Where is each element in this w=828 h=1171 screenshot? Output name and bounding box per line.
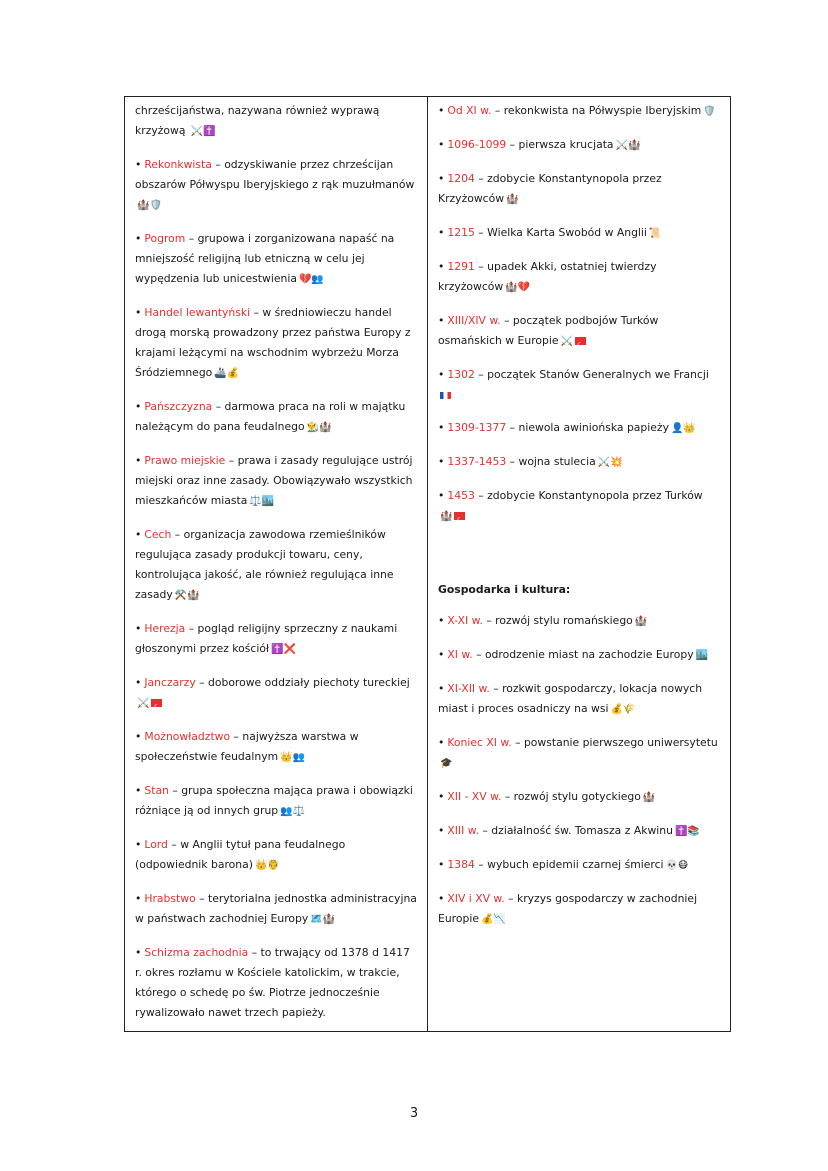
timeline-event: kryzys gospodarczy w zachodniej Europie bbox=[438, 892, 698, 925]
term-definition: odzyskiwanie przez chrześcijan obszarów Półwyspu Iberyjskiego z rąk muzułmanów bbox=[135, 158, 415, 191]
ship-money-icons: 🚢💰 bbox=[214, 368, 240, 379]
entry-text: chrześcijaństwa, nazywana również wyprawą krzyżową bbox=[135, 104, 380, 137]
timeline-entry: • 1302 – początek Stanów Generalnych we Francji bbox=[438, 365, 720, 405]
timeline-event: upadek Akki, ostatniej twierdzy krzyżowców bbox=[438, 260, 657, 293]
term-entry: • Janczarzy – doborowe oddziały piechoty tureckiej ⚔️☾ bbox=[135, 673, 417, 714]
crown-prince-icons: 👑🤴 bbox=[254, 860, 280, 871]
term-entry: • Hrabstwo – terytorialna jednostka administracyjna w państwach zachodniej Europy 🗺️🏰 bbox=[135, 892, 417, 925]
timeline-date: 1215 bbox=[447, 226, 475, 239]
timeline-date: X-XI w. bbox=[447, 614, 483, 627]
skull-mask-icons: 💀😷 bbox=[665, 860, 689, 871]
glossary-table bbox=[124, 96, 731, 1032]
term-definition: darmowa praca na roli w majątku należącym do pana feudalnego bbox=[135, 400, 406, 433]
term-definition: prawa i zasady regulujące ustrój miejski oraz inne zasady. Obowiązywało wszystkich mieszkańców miasta bbox=[135, 454, 413, 507]
turkey-flag-icon bbox=[151, 699, 162, 707]
people-scales-icons: 👥⚖️ bbox=[280, 806, 306, 817]
castle-broken-heart-icons: 🏰💔 bbox=[505, 282, 531, 293]
term-definition: organizacja zawodowa rzemieślników regulująca zasady produkcji towaru, ceny, kontrolująca jakość, ale również regulująca inne zasady bbox=[135, 528, 394, 601]
term-entry: • Pańszczyzna – darmowa praca na roli w majątku należącym do pana feudalnego 👨‍🌾🏰 bbox=[135, 400, 406, 433]
term-name: Możnowładztwo bbox=[144, 730, 231, 743]
timeline-event: wojna stulecia bbox=[518, 455, 596, 468]
timeline-event: odrodzenie miast na zachodzie Europy bbox=[484, 648, 694, 661]
section-title: Gospodarka i kultura: bbox=[438, 583, 571, 596]
timeline-entry: • 1096-1099 – pierwsza krucjata ⚔️🏰 bbox=[438, 138, 641, 151]
timeline-entry: • Od XI w. – rekonkwista na Półwyspie Iberyjskim 🛡️ bbox=[438, 104, 716, 117]
term-definition: pogląd religijny sprzeczny z naukami głoszonymi przez kościół bbox=[135, 622, 398, 655]
swords-explosion-icons: ⚔️💥 bbox=[597, 457, 623, 468]
timeline-entry: • 1204 – zdobycie Konstantynopola przez Krzyżowców 🏰 bbox=[438, 172, 662, 205]
term-entry: • Handel lewantyński – w średniowieczu handel drogą morską prowadzony przez państwa Europy z krajami leżącymi na wschodnim wybrzeżu Morza Śródziemnego 🚢💰 bbox=[135, 306, 411, 379]
term-name: Prawo miejskie bbox=[144, 454, 226, 467]
timeline-event: rozwój stylu romańskiego bbox=[495, 614, 633, 627]
money-chart-down-icons: 💰📉 bbox=[480, 914, 506, 925]
farmer-castle-icons: 👨‍🌾🏰 bbox=[306, 422, 332, 433]
timeline-date: 1453 bbox=[447, 489, 475, 502]
castle-icon: 🏰 bbox=[440, 511, 453, 522]
timeline-date: Koniec XI w. bbox=[447, 736, 512, 749]
term-entry: • Lord – w Anglii tytuł pana feudalnego (odpowiednik barona) 👑🤴 bbox=[135, 838, 346, 871]
timeline-entry: • 1384 – wybuch epidemii czarnej śmierci 💀😷 bbox=[438, 858, 689, 871]
timeline-event: wybuch epidemii czarnej śmierci bbox=[487, 858, 664, 871]
timeline-entry: • XIII/XIV w. – początek podbojów Turków osmańskich w Europie ⚔️☾ bbox=[438, 311, 720, 352]
term-name: Janczarzy bbox=[144, 676, 196, 689]
timeline-event: zdobycie Konstantynopola przez Krzyżowców bbox=[438, 172, 662, 205]
timeline-date: XII - XV w. bbox=[447, 790, 502, 803]
term-name: Lord bbox=[144, 838, 168, 851]
cross-books-icons: ✝️📚 bbox=[674, 826, 700, 837]
timeline-event: działalność św. Tomasza z Akwinu bbox=[491, 824, 673, 837]
turkey-flag-icon bbox=[454, 512, 465, 520]
timeline-date: 1204 bbox=[447, 172, 475, 185]
crown-people-icons: 👑👥 bbox=[280, 752, 306, 763]
timeline-event: początek Stanów Generalnych we Francji bbox=[487, 368, 709, 381]
term-entry: • Prawo miejskie – prawa i zasady regulujące ustrój miejski oraz inne zasady. Obowiązywało wszystkich mieszkańców miasta ⚖️🏙️ bbox=[135, 454, 413, 507]
france-flag-icon bbox=[440, 392, 451, 399]
map-castle-icons: 🗺️🏰 bbox=[310, 914, 336, 925]
city-icon: 🏙️ bbox=[695, 650, 709, 661]
term-entry: • Stan – grupa społeczna mająca prawa i obowiązki różniące ją od innych grup 👥⚖️ bbox=[135, 784, 413, 817]
person-crown-icons: 👤👑 bbox=[670, 423, 696, 434]
timeline-entry: • 1215 – Wielka Karta Swobód w Anglii 📜 bbox=[438, 226, 662, 239]
timeline-entry: • X-XI w. – rozwój stylu romańskiego 🏰 bbox=[438, 614, 648, 627]
term-entry: • Pogrom – grupowa i zorganizowana napaść na mniejszość religijną lub etniczną w celu jej wypędzenia lub unicestwienia 💔👥 bbox=[135, 232, 395, 285]
term-name: Cech bbox=[144, 528, 172, 541]
timeline-date: 1337-1453 bbox=[447, 455, 507, 468]
swords-icon: ⚔️ bbox=[560, 336, 573, 347]
castle-shield-icons: 🏰🛡️ bbox=[137, 200, 162, 211]
term-name: Schizma zachodnia bbox=[144, 946, 249, 959]
timeline-event: rozwój stylu gotyckiego bbox=[513, 790, 641, 803]
timeline-date: XI w. bbox=[447, 648, 473, 661]
term-name: Hrabstwo bbox=[144, 892, 196, 905]
castle-icon: 🏰 bbox=[634, 616, 648, 627]
term-definition: doborowe oddziały piechoty tureckiej bbox=[208, 676, 410, 689]
tools-castle-icons: ⚒️🏰 bbox=[174, 590, 200, 601]
timeline-date: XI-XII w. bbox=[447, 682, 490, 695]
timeline-entry: • XII - XV w. – rozwój stylu gotyckiego 🏰 bbox=[438, 790, 656, 803]
term-definition: to trwający od 1378 d 1417 r. okres rozłamu w Kościele katolickim, w trakcie, którego o schedę po św. Piotrze jednocześnie rywalizowało nawet trzech papieży. bbox=[135, 946, 410, 1019]
timeline-entry: • 1337-1453 – wojna stulecia ⚔️💥 bbox=[438, 455, 623, 468]
scales-city-icons: ⚖️🏙️ bbox=[249, 496, 275, 507]
timeline-event: powstanie pierwszego uniwersytetu bbox=[523, 736, 718, 749]
term-definition: w średniowieczu handel drogą morską prowadzony przez państwa Europy z krajami leżącymi na wschodnim wybrzeżu Morza Śródziemnego bbox=[135, 306, 411, 379]
broken-heart-people-icons: 💔👥 bbox=[298, 274, 324, 285]
timeline-date: 1309-1377 bbox=[447, 421, 507, 434]
term-entry: • Herezja – pogląd religijny sprzeczny z naukami głoszonymi przez kościół ✝️❌ bbox=[135, 622, 398, 655]
term-entry: • Możnowładztwo – najwyższa warstwa w społeczeństwie feudalnym 👑👥 bbox=[135, 730, 359, 763]
castle-icon: 🏰 bbox=[506, 194, 519, 205]
term-name: Pańszczyzna bbox=[144, 400, 213, 413]
term-entry bbox=[135, 101, 417, 142]
term-definition: najwyższa warstwa w społeczeństwie feudalnym bbox=[135, 730, 359, 763]
term-definition: grupowa i zorganizowana napaść na mniejszość religijną lub etniczną w celu jej wypędzenia lub unicestwienia bbox=[135, 232, 395, 285]
money-wheat-icons: 💰🌾 bbox=[610, 704, 636, 715]
castle-icon: 🏰 bbox=[642, 792, 656, 803]
timeline-event: Wielka Karta Swobód w Anglii bbox=[487, 226, 647, 239]
timeline-entry: • XIV i XV w. – kryzys gospodarczy w zachodniej Europie 💰📉 bbox=[438, 892, 698, 925]
timeline-entry: • 1453 – zdobycie Konstantynopola przez Turków 🏰☾ bbox=[438, 486, 720, 527]
timeline-event: rekonkwista na Półwyspie Iberyjskim bbox=[503, 104, 702, 117]
timeline-date: 1302 bbox=[447, 368, 475, 381]
timeline-event: niewola awiniońska papieży bbox=[518, 421, 669, 434]
term-entry: • Schizma zachodnia – to trwający od 1378 d 1417 r. okres rozłamu w Kościele katolickim, w trakcie, którego o schedę po św. Piotrze jednocześnie rywalizowało nawet trzech papieży. bbox=[135, 946, 410, 1019]
term-name: Stan bbox=[144, 784, 169, 797]
timeline-entry: • XIII w. – działalność św. Tomasza z Akwinu ✝️📚 bbox=[438, 824, 700, 837]
timeline-date: 1384 bbox=[447, 858, 475, 871]
term-definition: grupa społeczna mająca prawa i obowiązki różniące ją od innych grup bbox=[135, 784, 413, 817]
timeline-date: 1291 bbox=[447, 260, 475, 273]
scroll-icon: 📜 bbox=[648, 228, 662, 239]
timeline-entry: • 1309-1377 – niewola awiniońska papieży 👤👑 bbox=[438, 421, 696, 434]
turkey-flag-icon bbox=[575, 337, 586, 345]
term-definition: w Anglii tytuł pana feudalnego (odpowiednik barona) bbox=[135, 838, 346, 871]
graduation-cap-icon: 🎓 bbox=[440, 758, 453, 769]
page-number: 3 bbox=[409, 1106, 419, 1121]
timeline-entry: • XI w. – odrodzenie miast na zachodzie Europy 🏙️ bbox=[438, 648, 709, 661]
terms-column bbox=[125, 97, 428, 1031]
timeline-event: rozkwit gospodarczy, lokacja nowych miast i proces osadniczy na wsi bbox=[438, 682, 703, 715]
timeline-entry: • XI-XII w. – rozkwit gospodarczy, lokacja nowych miast i proces osadniczy na wsi 💰🌾 bbox=[438, 682, 703, 715]
timeline-date: XIV i XV w. bbox=[447, 892, 505, 905]
term-entry: • Rekonkwista – odzyskiwanie przez chrześcijan obszarów Półwyspu Iberyjskiego z rąk muzułmanów🏰🛡️ bbox=[135, 158, 415, 211]
cross-x-icons: ✝️❌ bbox=[271, 644, 296, 655]
term-name: Rekonkwista bbox=[144, 158, 212, 171]
timeline-date: Od XI w. bbox=[447, 104, 492, 117]
term-name: Handel lewantyński bbox=[144, 306, 251, 319]
timeline-date: XIII/XIV w. bbox=[447, 314, 501, 327]
swords-icon: ⚔️ bbox=[137, 698, 150, 709]
timeline-date: 1096-1099 bbox=[447, 138, 507, 151]
term-entry: • Cech – organizacja zawodowa rzemieślników regulująca zasady produkcji towaru, ceny, kontrolująca jakość, ale również regulująca inne zasady ⚒️🏰 bbox=[135, 528, 394, 601]
timeline-entry: • Koniec XI w. – powstanie pierwszego uniwersytetu🎓 bbox=[438, 736, 718, 769]
term-definition: terytorialna jednostka administracyjna w państwach zachodniej Europy bbox=[135, 892, 417, 925]
timeline-event: pierwsza krucjata bbox=[518, 138, 614, 151]
term-name: Herezja bbox=[144, 622, 186, 635]
timeline-entry: • 1291 – upadek Akki, ostatniej twierdzy krzyżowców 🏰💔 bbox=[438, 260, 657, 293]
timeline-date: XIII w. bbox=[447, 824, 480, 837]
timeline-column bbox=[428, 97, 730, 1031]
crusade-icons: ⚔️✝️ bbox=[190, 126, 216, 137]
shield-icon: 🛡️ bbox=[703, 106, 716, 117]
swords-castle-icons: ⚔️🏰 bbox=[615, 140, 641, 151]
timeline-event: zdobycie Konstantynopola przez Turków bbox=[487, 489, 703, 502]
timeline-event: początek podbojów Turków osmańskich w Europie bbox=[438, 314, 659, 347]
term-name: Pogrom bbox=[144, 232, 186, 245]
